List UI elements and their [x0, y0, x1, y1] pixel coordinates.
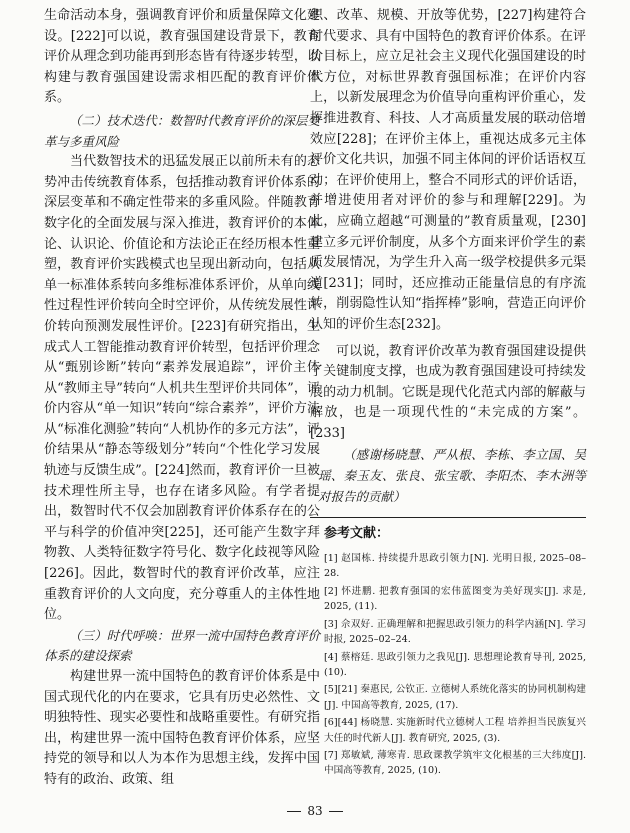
page-footer	[0, 804, 630, 818]
references-divider	[310, 517, 586, 518]
section-heading-3: （三）时代呼唤：世界一流中国特色教育评价体系的建设探索	[44, 627, 320, 664]
left-column	[44, 6, 320, 791]
reference-item: [4] 蔡榕廷. 思政引领力之我见[J]. 思想理论教育导刊, 2025, (10).	[324, 651, 586, 678]
reference-item: [7] 郑敏斌, 薄寒青. 思政课教学筑牢文化根基的三大纬度[J]. 中国高等教育, 2025, (10).	[324, 749, 586, 777]
reference-item: [3] 佘双好. 正确理解和把握思政引领力的科学内涵[N]. 学习时报, 2025–02–24.	[324, 618, 586, 646]
reference-item: [2] 怀进鹏. 把教育强国的宏伟蓝图变为美好现实[J]. 求是, 2025, (11).	[324, 585, 586, 613]
footer-dash-left	[287, 811, 301, 812]
paragraph-continued: 织、改革、规模、开放等优势，[227]构建符合时代要求、具有中国特色的教育评价体系。在评价目标上，应立足社会主义现代化强国建设的时代方位，对标世界教育强国标准；在评价内容上，以新发展理念为价值导向重构评价重心，发挥推进教育、科技、人才高质量发展的联动倍增效应[228]；在评价主体上，重视达成多元主体评价文化共识，加强不同主体间的评价话语权互动；在评价使用上，整合不同形式的评价话语，并增进使用者对评价的参与和理解[229]。为此，应确立超越“可测量的”教育质量观，[230]建立多元评价制度，从多个方面来评价学生的素质发展情况，为学生升入高一级学校提供多元渠道[231]；同时，还应推动正能量信息的有序流转，削弱隐性认知“指挥棒”影响，营造正向评价认知的评价生态[232]。	[310, 8, 586, 332]
paragraph-3a: 构建世界一流中国特色的教育评价体系是中国式现代化的内在要求，它具有历史必然性、文明独特性、现实必要性和战略重要性。有研究指出，构建世界一流中国特色教育评价体系，应坚持党的领导和以人为本作为思想主线，发挥中国特有的政治、政策、组	[44, 669, 320, 787]
reference-item: [6][44] 杨晓慧. 实施新时代立德树人工程 培养担当民族复兴大任的时代新人[J]. 教育研究, 2025, (3).	[324, 717, 586, 744]
paragraph-intro-continued: 生命活动本身，强调教育评价和质量保障文化建设。[222]可以说，教育强国建设背景下，教育评价从理念到功能再到形态皆有待逐步转型，以构建与教育强国建设需求相匹配的教育评价体系。	[44, 8, 320, 106]
acknowledgment: （感谢杨晓慧、严从根、李栋、李立国、吴瑶、秦玉友、张良、张宝歌、李阳杰、李木洲等对报告的贡献）	[318, 447, 586, 505]
footer-dash-right	[329, 811, 343, 812]
paragraph-2a: 当代数智技术的迅猛发展正以前所未有的态势冲击传统教育体系，包括推动教育评价体系的深层变革和不确定性带来的多重风险。伴随教育数字化的全面发展与深入推进，教育评价的本体论、认识论、价值论和方法论正在经历根本性重塑，教育评价实践模式也呈现出新动向，包括从单一标准体系转向多维标准体系评价，从单向线性过程性评价转向全时空评价，从传统发展性评价转向预测发展性评价。[223]有研究指出，生成式人工智能推动教育评价转型，包括评价理念从“甄别诊断”转向“素养发展追踪”，评价主体从“教师主导”转向“人机共生型评价共同体”，评价内容从“单一知识”转向“综合素养”，评价方法从“标准化测验”转向“人机协作的多元方法”，评价结果从“静态等级划分”转向“个性化学习发展轨迹与反馈生成”。[224]然而，教育评价一旦被技术理性所主导，也存在诸多风险。有学者提出，数智时代不仅会加剧教育评价体系存在的公平与科学的价值冲突[225]，还可能产生数字拜物教、人类特征数字符号化、数字化歧视等风险[226]。因此，数智时代的教育评价改革，应注重教育评价的人文向度，充分尊重人的主体性地位。	[44, 154, 320, 623]
reference-item: [5][21] 秦惠民, 公钦正. 立德树人系统化落实的协同机制构建[J]. 中国高等教育, 2025, (17).	[324, 684, 586, 711]
paragraph-conclusion: 可以说，教育评价改革为教育强国建设提供了关键制度支撑，也成为教育强国建设可持续发展的动力机制。它既是现代化范式内部的解蔽与解放，也是一项现代性的“未完成的方案”。[233]	[310, 343, 586, 441]
section-heading-2: （二）技术迭代：数智时代教育评价的深层变革与多重风险	[44, 112, 320, 149]
page-number: 83	[307, 804, 323, 818]
right-column	[310, 6, 586, 781]
references-list	[310, 551, 586, 779]
reference-item: [1] 赵国栋. 持续提升思政引领力[N]. 光明日报, 2025–08–28.	[324, 553, 586, 580]
references-title: 参考文献：	[324, 526, 390, 542]
